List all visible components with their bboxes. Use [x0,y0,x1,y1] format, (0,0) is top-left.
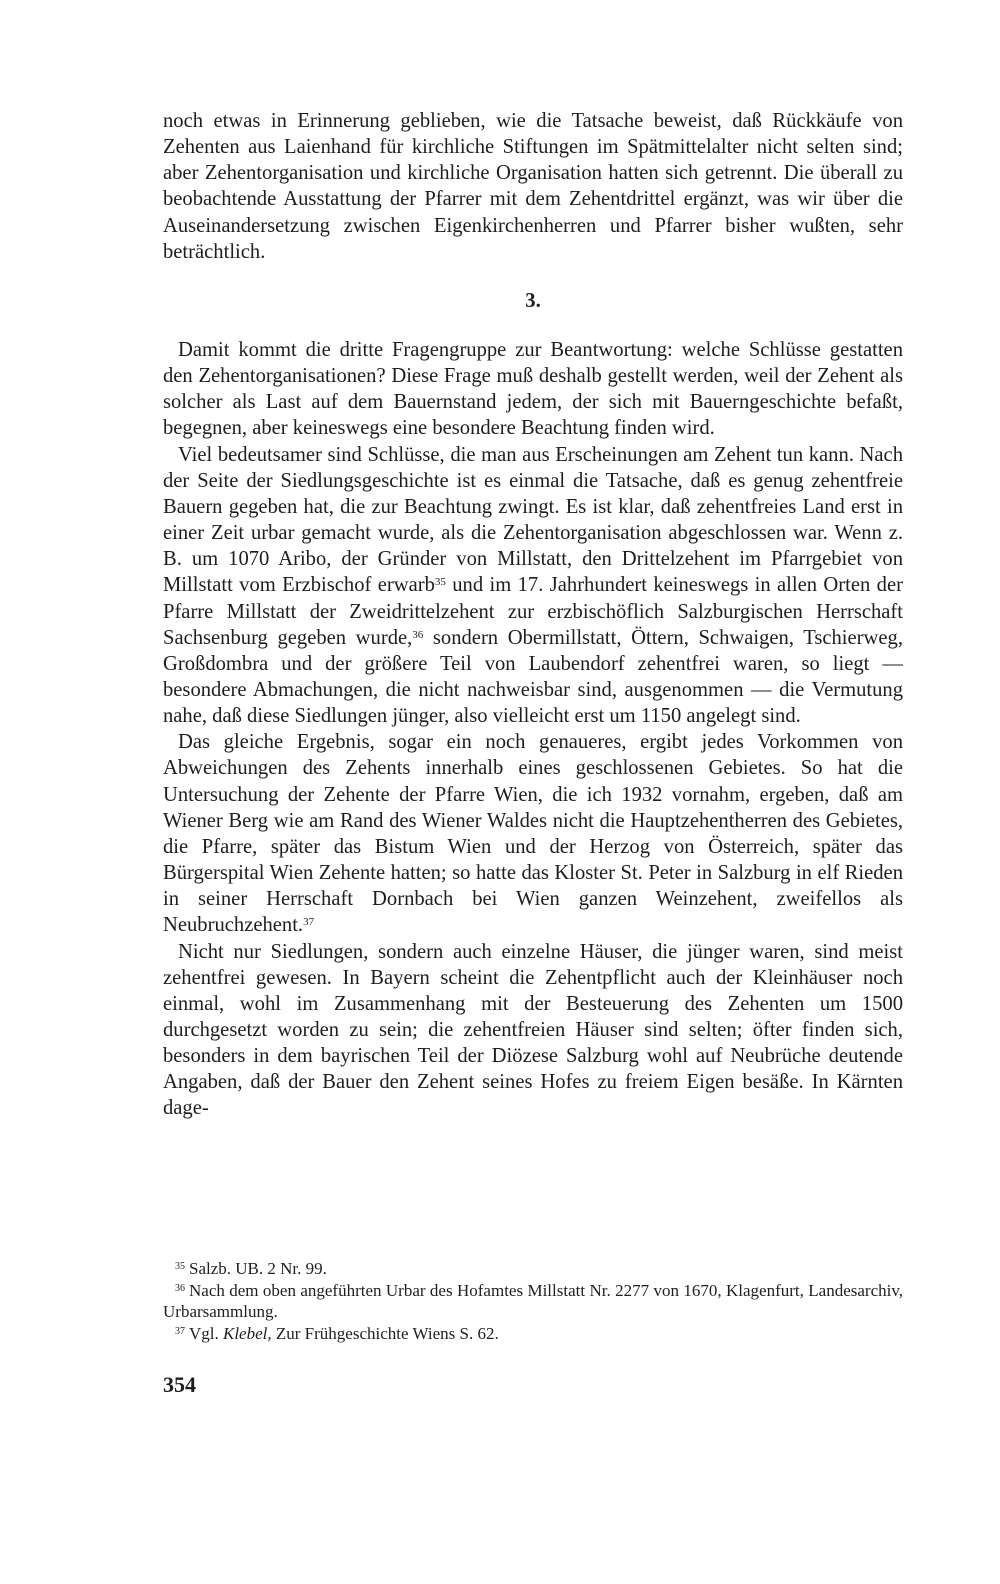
text-run: sondern Obermillstatt, Öttern, Schwaigen, Tschierweg, Großdombra und der größere Teil von Laubendorf zehentfrei waren, so liegt — besondere Abmachungen, die nicht nachweisbar sind, ausgenommen — die Vermutung nahe, daß diese Siedlungen jünger, also vielleicht erst um 1150 angelegt sind. [163,626,903,728]
paragraph [163,108,903,265]
footnotes [163,1258,903,1344]
paragraph [163,337,903,442]
text-run: Vgl. [189,1323,223,1343]
footnote-number: 36 [175,1282,185,1294]
paragraph [163,939,903,1122]
footnote [163,1280,903,1323]
section-text [163,337,903,1122]
section-heading: 3. [525,289,541,312]
text-run: Nach dem oben angeführten Urbar des Hofamtes Millstatt Nr. 2277 von 1670, Klagenfurt, Landesarchiv, Urbarsammlung. [163,1280,903,1321]
footnote-ref: 37 [303,916,315,929]
text-run: Zur Frühgeschichte Wiens S. 62. [271,1323,499,1343]
footnote [163,1258,903,1280]
text-run: Das gleiche Ergebnis, sogar ein noch genaueres, ergibt jedes Vorkommen von Abweichungen des Zehents innerhalb eines geschlossenen Gebietes. So hat die Untersuchung der Zehente der Pfarre Wien, die ich 1932 vornahm, ergeben, daß am Wiener Berg wie am Rand des Wiener Waldes nicht die Hauptzehentherren des Gebietes, die Pfarre, später das Bistum Wien und der Herzog von Österreich, später das Bürgerspital Wien Zehente hatten; so hatte das Kloster St. Peter in Salzburg in elf Rieden in seiner Herrschaft Dornbach bei Wien ganzen Weinzehent, zweifellos als Neubruchzehent. [163,731,903,937]
footnote-ref: 36 [412,628,424,641]
footnote-number: 35 [175,1261,185,1272]
footnote-number: 37 [175,1325,185,1337]
paragraph [163,442,903,730]
footnote-ref: 35 [434,576,446,589]
text-run: noch etwas in Erinnerung geblieben, wie die Tatsache beweist, daß Rückkäufe von Zehenten aus Laienhand für kirchliche Stiftungen im Spätmittelalter nicht selten sind; aber Zehentorganisation und kirchliche Organisation hatten sich getrennt. Die überall zu beobachtende Ausstattung der Pfarrer mit dem Zehentdrittel ergänzt, was wir über die Auseinandersetzung zwischen Eigenkirchenherren und Pfarrer bisher wußten, sehr beträchtlich. [163,110,903,263]
text-run: und im 17. Jahrhundert keineswegs in allen Orten der Pfarre Millstatt der Zweidrittelzehent zur erzbischöflich Salzburgischen Herrschaft Sachsenburg gegeben wurde, [163,574,903,649]
text-run: Damit kommt die dritte Fragengruppe zur Beantwortung: welche Schlüsse gestatten den Zehentorganisationen? Diese Frage muß deshalb gestellt werden, weil der Zehent als solcher als Last auf dem Bauernstand jedem, der sich mit Bauerngeschichte befaßt, begegnen, aber keineswegs eine besondere Beachtung finden wird. [163,338,903,440]
italic-text: Klebel, [223,1323,272,1343]
footnote [163,1323,903,1345]
paragraph [163,729,903,938]
intro-text [163,108,903,265]
page-body [163,108,903,1122]
text-run: Nicht nur Siedlungen, sondern auch einzelne Häuser, die jünger waren, sind meist zehentfrei gewesen. In Bayern scheint die Zehentpflicht auch der Kleinhäuser noch einmal, wohl im Zusammenhang mit der Besteuerung des Zehenten um 1500 durchgesetzt worden zu sein; die zehentfreien Häuser sind selten; öfter finden sich, besonders in dem bayrischen Teil der Diözese Salzburg wohl auf Neubrüche deutende Angaben, daß der Bauer den Zehent seines Hofes zu freiem Eigen besäße. In Kärnten dage- [163,940,903,1120]
text-run: Salzb. UB. 2 Nr. 99. [189,1259,327,1278]
page-number: 354 [163,1372,196,1397]
text-run: Viel bedeutsamer sind Schlüsse, die man aus Erscheinungen am Zehent tun kann. Nach der Seite der Siedlungsgeschichte ist es einmal die Tatsache, daß es genug zehentfreie Bauern gegeben hat, die zur Beachtung zwingt. Es ist klar, daß zehentfreies Land erst in einer Zeit urbar gemacht wurde, als die Zehentorganisation abgeschlossen war. Wenn z. B. um 1070 Aribo, der Gründer von Millstatt, den Drittelzehent im Pfarrgebiet von Millstatt vom Erzbischof erwarb [163,443,903,597]
